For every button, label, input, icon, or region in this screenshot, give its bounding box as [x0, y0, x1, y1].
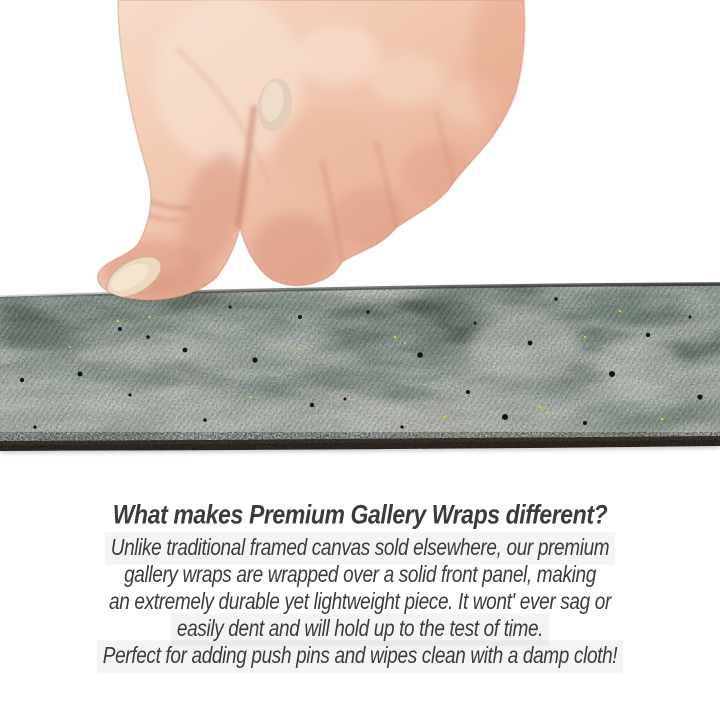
description-line: Unlike traditional framed canvas sold elsewhere, our premium — [0, 535, 720, 562]
description-line: Perfect for adding push pins and wipes clean with a damp cloth! — [0, 643, 720, 670]
description-line: easily dent and will hold up to the test of time. — [0, 616, 720, 643]
strip-bottom-edge — [0, 432, 720, 454]
description-line: gallery wraps are wrapped over a solid front panel, making — [124, 562, 596, 589]
description-heading — [0, 498, 720, 530]
canvas-texture — [0, 277, 720, 462]
description-heading-text: What makes Premium Gallery Wraps different? — [112, 498, 608, 530]
description-line: an extremely durable yet lightweight piece. It wont' ever sag or — [109, 589, 611, 616]
canvas-edge-strip-photo — [0, 277, 720, 462]
description-block — [0, 498, 720, 670]
hand-pressing-photo — [88, 0, 538, 302]
